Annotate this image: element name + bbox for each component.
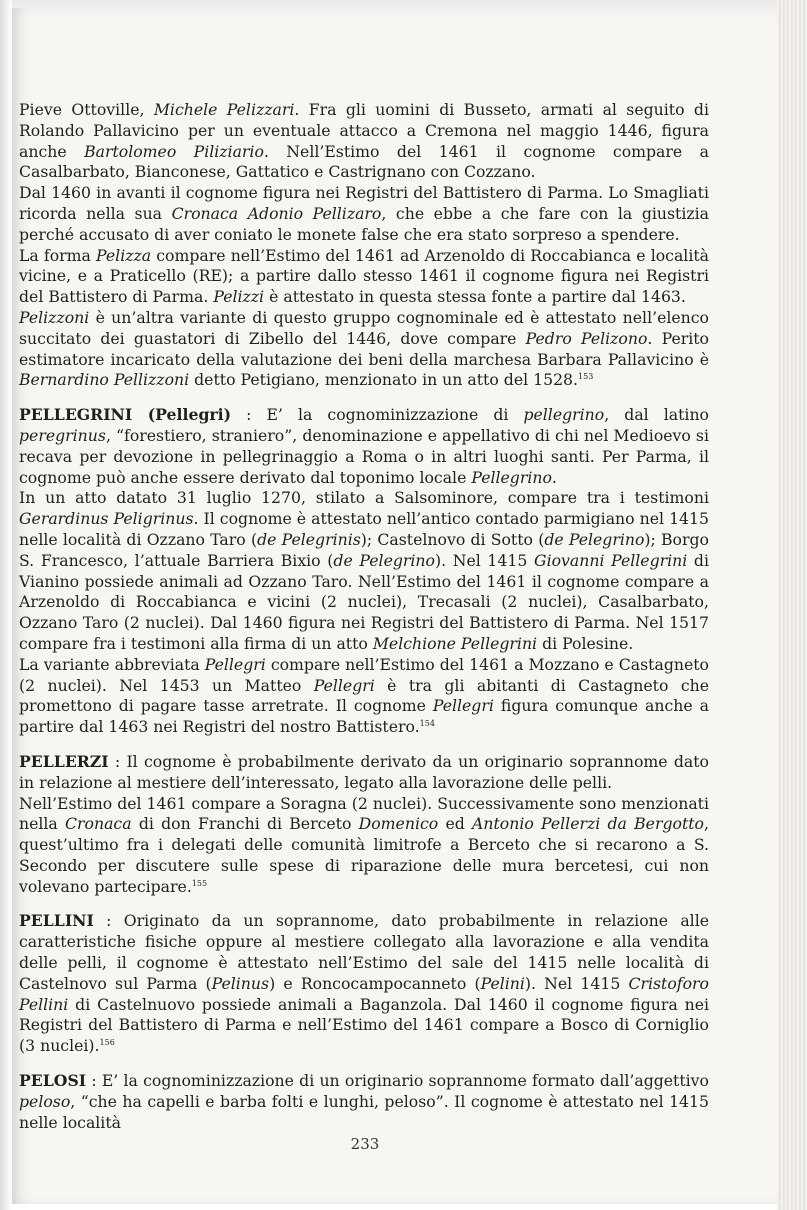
paragraph <box>19 488 709 654</box>
italic-text: Pelizzoni <box>19 307 90 327</box>
paragraph <box>19 655 709 738</box>
footnote-ref: 156 <box>99 1038 115 1048</box>
italic-text: de Pelegrino <box>544 529 645 549</box>
italic-text: Gerardinus Peligrinus <box>19 509 194 529</box>
text-run: In un atto datato 31 luglio 1270, stilato a Salsominore, compare tra i testimoni <box>19 488 709 508</box>
text-run: Dal 1460 in avanti il cognome figura nei Registri del Battistero di Parma. Lo Smagliati ricorda nella sua <box>19 183 709 223</box>
italic-text: Pedro Pelizono <box>525 328 648 348</box>
text-run: : E’ la cognominizzazione di un originario soprannome formato dall’aggettivo <box>86 1071 709 1091</box>
text-run: , dal latino <box>604 405 709 425</box>
page-number: 233 <box>350 1135 380 1153</box>
italic-text: Cronaca <box>65 814 132 834</box>
italic-text: Pellegri <box>204 654 266 674</box>
page-body-text <box>19 100 709 1147</box>
italic-text: Pellegrino <box>471 467 552 487</box>
italic-text: Bartolomeo Piliziario <box>84 141 264 161</box>
entry-heading: PELLERZI <box>19 751 109 771</box>
text-run: La forma <box>19 245 97 265</box>
italic-text: de Pelegrino <box>333 550 435 570</box>
text-run: ). Nel 1415 <box>434 550 535 570</box>
text-run: , che ebbe a che fare con la giustizia perché accusato di aver coniato le monete false che era stato sorpreso a spendere. <box>19 203 709 244</box>
text-run: di Castelnuovo possiede animali a Baganzola. Dal 1460 il cognome figura nei Registri del Battistero di Parma e nell’Estimo del 1461 compare a Bosco di Corniglio (3 nuclei). <box>19 994 709 1056</box>
paragraph <box>19 1071 709 1133</box>
italic-text: Michele Pelizzari <box>153 100 295 119</box>
italic-text: Pelinus <box>211 973 270 993</box>
italic-text: Melchione Pellegrini <box>372 633 538 653</box>
text-run: , quest’ultimo fra i delegati delle comunità limitrofe a Berceto che si recarono a S. Secondo per discutere sulle spese di riparazione delle mura bercetesi, cui non volevano partecipare. <box>19 814 709 896</box>
italic-text: de Pelegrinis <box>257 529 361 549</box>
italic-text: Giovanni Pellegrini <box>534 550 688 570</box>
entry-pelosi <box>19 1071 709 1133</box>
italic-text: pellegrino <box>523 405 605 425</box>
text-run: ); Castelnovo di Sotto ( <box>360 529 545 549</box>
text-run: è un’altra variante di questo gruppo cognominale ed è attestato nell’elenco succitato dei guastatori di Zibello del 1446, dove compare <box>19 307 709 348</box>
text-run: è tra gli abitanti di Castagneto che promettono di pagare tasse arretrate. Il cognome <box>19 675 709 716</box>
text-run: , “che ha capelli e barba folti e lunghi, peloso”. Il cognome è attestato nel 1415 nelle località <box>19 1091 709 1132</box>
text-run: di Polesine. <box>537 633 634 653</box>
italic-text: Pelizza <box>96 245 152 265</box>
text-run: ). Nel 1415 <box>524 973 629 993</box>
entry-pellini <box>19 911 709 1057</box>
footnote-ref: 155 <box>191 878 208 888</box>
text-run: : Il cognome è probabilmente derivato da un originario soprannome dato in relazione al mestiere dell’interessato, legato alla lavorazione delle pelli. <box>19 751 709 792</box>
text-run: . <box>551 467 557 487</box>
paragraph <box>19 246 709 308</box>
text-run: di don Franchi di Berceto <box>131 814 359 834</box>
text-run: detto Petigiano, menzionato in un atto del 1528. <box>189 370 579 390</box>
italic-text: Pellegri <box>313 675 375 695</box>
text-run: è attestato in questa stessa fonte a partire dal 1463. <box>264 287 686 307</box>
italic-text: Antonio Pellerzi da Bergotto <box>472 814 704 834</box>
paragraph <box>19 183 709 245</box>
text-run: , “forestiero, straniero”, denominazione e appellativo di chi nel Medioevo si recava per devozione in pellegrinaggio a Roma o in altri luoghi santi. Per Parma, il cognome può anche essere derivato dal toponimo locale <box>19 425 709 487</box>
text-run: : E’ la cognominizzazione di <box>231 405 524 425</box>
italic-text: Cristoforo Pellini <box>19 973 709 1014</box>
paragraph <box>19 794 709 898</box>
scan-left-shadow <box>0 0 12 1210</box>
entry-heading: PELLINI <box>19 911 94 931</box>
paragraph <box>19 405 709 488</box>
text-run: ed <box>438 814 473 834</box>
paragraph <box>19 100 709 183</box>
entry-pellerzi <box>19 752 709 898</box>
paragraph <box>19 911 709 1057</box>
text-run: compare nell’Estimo del 1461 a Mozzano e Castagneto (2 nuclei). Nel 1453 un Matteo <box>19 654 709 695</box>
text-run: . Nell’Estimo del 1461 il cognome compare a Casalbarbato, Bianconese, Gattatico e Castrignano con Cozzano. <box>19 141 709 182</box>
text-run: La variante abbreviata <box>19 654 205 674</box>
paragraph <box>19 308 709 391</box>
italic-text: Pelini <box>480 973 525 993</box>
footnote-ref: 154 <box>419 718 435 728</box>
entry-heading: PELOSI <box>19 1071 87 1091</box>
entry-pelizzari-end <box>19 100 709 391</box>
entry-heading: PELLEGRINI (Pellegri) <box>19 405 232 425</box>
italic-text: Cronaca Adonio Pellizaro <box>171 203 382 223</box>
italic-text: Domenico <box>358 814 439 834</box>
text-run: : Originato da un soprannome, dato probabilmente in relazione alle caratteristiche fisiche oppure al mestiere collegato alla lavorazione e alla vendita delle pelli, il cognome è attestato nell’Estimo del sale del 1415 nelle località di Castelnovo sul Parma ( <box>19 911 709 993</box>
text-run: . Perito estimatore incaricato della valutazione dei beni della marchesa Barbara Pallavicino è <box>19 328 710 369</box>
italic-text: peregrinus <box>19 425 106 445</box>
text-run: di Vianino possiede animali ad Ozzano Taro. Nell’Estimo del 1461 il cognome compare a Arzenoldo di Roccabianca e vicini (2 nuclei), Trecasali (2 nuclei), Casalbarbato, Ozzano Taro (2 nuclei). Dal 1460 figura nei Registri del Battistero di Parma. Nel 1517 compare fra i testimoni alla firma di un atto <box>19 550 709 653</box>
text-run: . Il cognome è attestato nell’antico contado parmigiano nel 1415 nelle località di Ozzano Taro ( <box>19 509 709 549</box>
page-edges <box>777 0 807 1210</box>
italic-text: Pelizzi <box>213 287 265 307</box>
footnote-ref: 153 <box>578 372 594 382</box>
entry-pellegrini <box>19 405 709 738</box>
italic-text: Pellegri <box>432 696 494 716</box>
text-run: Pieve Ottoville, <box>19 100 154 119</box>
text-run: ) e Roncocampocanneto ( <box>269 973 481 993</box>
italic-text: Bernardino Pellizzoni <box>19 370 190 390</box>
text-run: Nell’Estimo del 1461 compare a Soragna (2 nuclei). Successivamente sono menzionati nella <box>19 793 709 834</box>
text-run: compare nell’Estimo del 1461 ad Arzenoldo di Roccabianca e località vicine, e a Praticello (RE); a partire dallo stesso 1461 il cognome figura nei Registri del Battistero di Parma. <box>19 245 709 307</box>
text-run: . Fra gli uomini di Busseto, armati al seguito di Rolando Pallavicino per un eventuale attacco a Cremona nel maggio 1446, figura anche <box>19 100 709 161</box>
text-run: ); Borgo S. Francesco, l’attuale Barriera Bixio ( <box>19 529 709 570</box>
text-run: figura comunque anche a partire dal 1463 nei Registri del nostro Battistero. <box>19 696 709 737</box>
paragraph <box>19 752 709 794</box>
italic-text: peloso <box>19 1091 71 1111</box>
